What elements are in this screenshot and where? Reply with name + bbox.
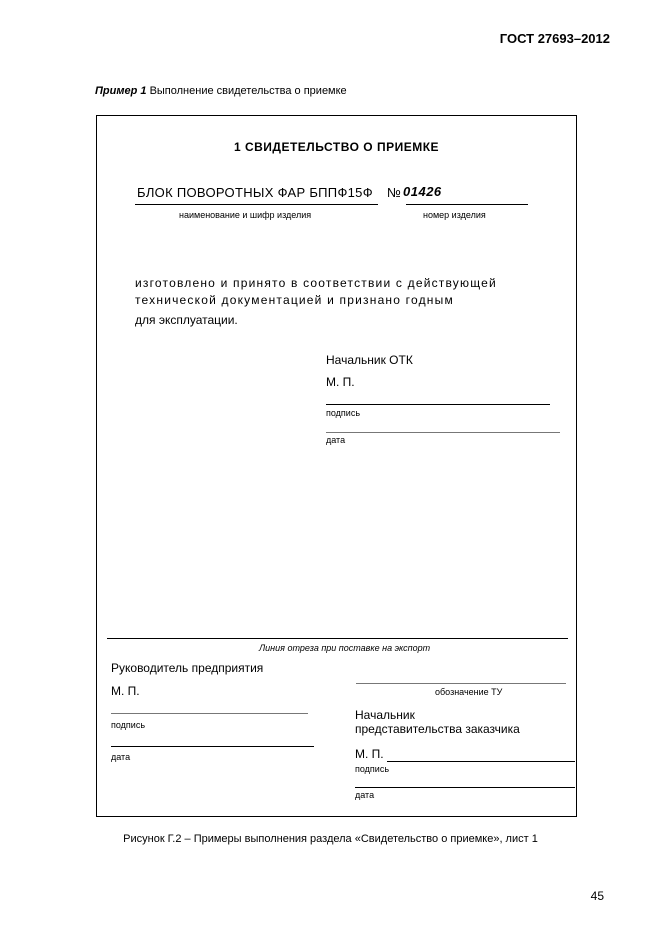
otk-sign-caption: подпись xyxy=(326,408,361,418)
standard-number: ГОСТ 27693–2012 xyxy=(499,31,610,46)
example-text: Выполнение свидетельства о приемке xyxy=(149,85,347,97)
director-date-caption: дата xyxy=(111,752,131,762)
cut-line xyxy=(107,638,568,639)
product-caption: наименование и шифр изделия xyxy=(179,210,312,220)
otk-sign-line xyxy=(326,404,550,405)
director-title: Руководитель предприятия xyxy=(111,661,264,675)
otk-stamp: М. П. xyxy=(326,375,355,389)
figure-caption: Рисунок Г.2 – Примеры выполнения раздела «Свидетельство о приемке», лист 1 xyxy=(123,833,538,845)
serial-number-line xyxy=(406,204,528,205)
customer-sign-line xyxy=(387,761,575,762)
body-line-1: изготовлено и принято в соответствии с действующей xyxy=(135,276,497,290)
tu-caption: обозначение ТУ xyxy=(435,687,503,697)
page-number: 45 xyxy=(590,889,604,903)
customer-rep-line-1: Начальник xyxy=(355,708,415,722)
product-name-line xyxy=(135,204,378,205)
director-stamp: М. П. xyxy=(111,684,140,698)
otk-date-line xyxy=(326,432,560,433)
body-line-2: технической документацией и признано годным xyxy=(135,293,454,307)
director-sign-line xyxy=(111,713,308,714)
otk-date-caption: дата xyxy=(326,435,346,445)
tu-line xyxy=(356,683,566,684)
director-date-line xyxy=(111,746,314,747)
director-sign-caption: подпись xyxy=(111,720,146,730)
number-sign: № xyxy=(387,185,401,200)
customer-sign-caption: подпись xyxy=(355,764,390,774)
customer-rep-line-2: представительства заказчика xyxy=(355,722,520,736)
certificate-title: 1 СВИДЕТЕЛЬСТВО О ПРИЕМКЕ xyxy=(233,140,440,154)
body-line-3: для эксплуатации. xyxy=(135,313,238,327)
cut-line-caption: Линия отреза при поставке на экспорт xyxy=(259,643,431,653)
number-caption: номер изделия xyxy=(423,210,486,220)
example-label: Пример 1 xyxy=(95,85,147,97)
serial-number: 01426 xyxy=(403,184,442,199)
customer-date-caption: дата xyxy=(355,790,375,800)
product-name: БЛОК ПОВОРОТНЫХ ФАР БППФ15Ф xyxy=(137,185,373,200)
otk-head: Начальник ОТК xyxy=(326,353,413,367)
customer-stamp: М. П. xyxy=(355,747,384,761)
customer-date-line xyxy=(355,787,575,788)
certificate-frame xyxy=(96,115,577,817)
example-heading xyxy=(95,85,347,97)
